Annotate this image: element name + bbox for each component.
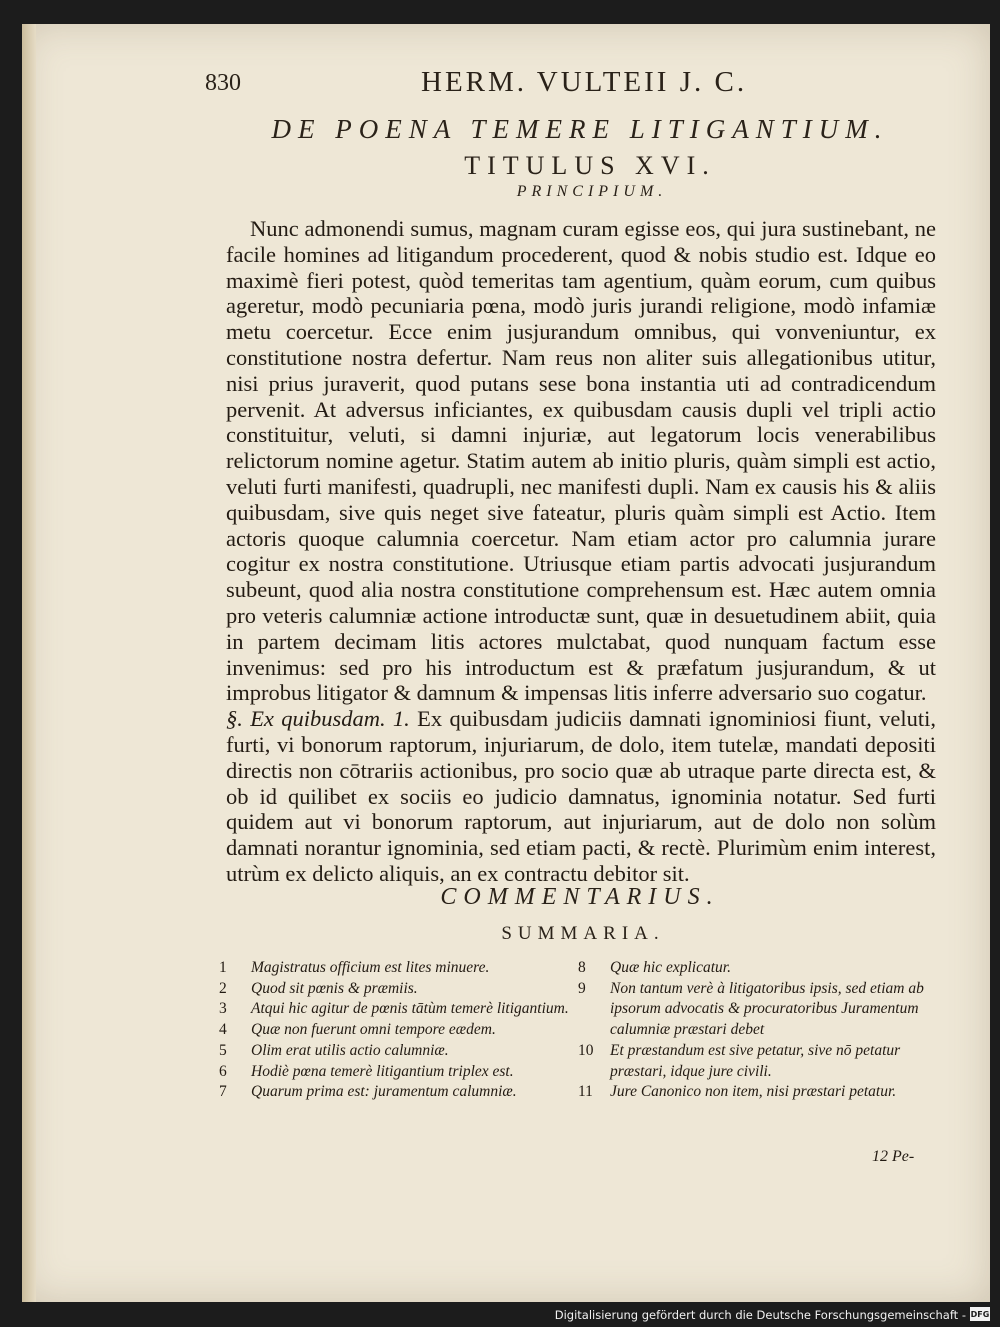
- summary-number: 10: [578, 1041, 594, 1059]
- paragraph-principium: Nunc admonendi sumus, magnam curam egisse eos, qui jura sustinebant, ne facile homines ad litigandum procederent, quod & nobis studio est. Idque eo maximè fieri potest, quòd temeritas tam agentium, quàm eorum, cum quibus ageretur, modò pecuniaria pœna, modò juris jurandi religione, modò infamiæ metu coercetur. Ecce enim jusjurandum omnibus, qui vonveniuntur, ex constitutione nostra defertur. Nam reus non aliter suis allegationibus utitur, nisi prius juraverit, quod putans sese bona instantia uti ad contradicendum pervenit. At adversus inficiantes, ex quibusdam causis dupli vel tripli actio constituitur, veluti, si damni injuriæ, aut legatorum locis venerabilibus relictorum nomine agetur. Statim autem ab initio pluris, quàm simpli est actio, veluti furti manifesti, quadrupli, nec manifesti dupli. Nam ex causis his & aliis quibusdam, sive quis neget sive fateatur, pluris quàm simpli est Actio. Item actoris quoque calumnia coercetur. Nam etiam actor pro calumnia jurare cogitur ex nostra constitutione. Utriusque etiam partis advocati jusjurandum subeunt, quod alia nostra constitutione comprehensum est. Hæc autem omnia pro veteris calumniæ actione introductæ sunt, quæ in desuetudinem abiit, quia in partem decimam litis actores mulctabat, quod nunquam factum esse invenimus: sed pro his introductum est & præfatum jusjurandum, & ut improbus litigator & damnum & impensas litis inferre adversario suo cogatur.: [226, 216, 936, 706]
- summary-number: 5: [219, 1041, 227, 1059]
- summary-text: Atqui hic agitur de pœnis tātùm temerè litigantium.: [251, 1000, 569, 1018]
- summary-item: [578, 1082, 938, 1103]
- summary-item: [219, 1020, 569, 1041]
- summary-item: [219, 1062, 569, 1083]
- summary-text: Non tantum verè à litigatoribus ipsis, sed etiam ab ipsorum advocatis & procuratoribus Juramentum calumniæ præstari debet: [610, 979, 924, 1039]
- summary-item: [578, 958, 938, 979]
- title-line-1: DE POENA TEMERE LITIGANTIUM.: [271, 114, 889, 144]
- summaria-left-column: [219, 958, 569, 1103]
- catchword: 12 Pe-: [872, 1148, 915, 1165]
- summary-item: [219, 958, 569, 979]
- paragraph-ex-quibusdam: [226, 706, 936, 887]
- body-text: [226, 216, 936, 887]
- summary-number: 8: [578, 959, 586, 976]
- summary-item: [219, 999, 569, 1020]
- title-block: [200, 114, 960, 201]
- summary-text: Jure Canonico non item, nisi præstari petatur.: [610, 1083, 897, 1101]
- summary-number: 3: [219, 1000, 227, 1018]
- summary-number: 1: [219, 959, 227, 976]
- summary-text: Olim erat utilis actio calumniæ.: [251, 1041, 449, 1059]
- summary-text: Quæ hic explicatur.: [610, 959, 731, 976]
- summary-number: 7: [219, 1083, 227, 1101]
- summary-text: Quæ non fuerunt omni tempore eædem.: [251, 1021, 496, 1039]
- summary-number: 11: [578, 1083, 593, 1101]
- summary-text: Hodiè pœna temerè litigantium triplex est.: [251, 1062, 514, 1080]
- summary-text: Quod sit pœnis & præmiis.: [251, 979, 418, 997]
- summaria-heading: SUMMARIA.: [501, 923, 665, 944]
- summary-item: [578, 979, 938, 1041]
- summary-number: 9: [578, 979, 586, 997]
- footer-credit: Digitalisierung gefördert durch die Deutsche Forschungsgemeinschaft -: [554, 1308, 966, 1322]
- summary-number: 6: [219, 1062, 227, 1080]
- summaria-right-column: [578, 958, 938, 1103]
- summary-item: [578, 1041, 938, 1082]
- summary-item: [219, 1082, 569, 1103]
- summary-text: Quarum prima est: juramentum calumniæ.: [251, 1083, 517, 1101]
- page-number: 830: [205, 70, 241, 96]
- paragraph-reference: §. Ex quibusdam. 1.: [226, 706, 410, 732]
- summary-text: Magistratus officium est lites minuere.: [251, 959, 490, 976]
- dfg-logo: DFG: [970, 1307, 990, 1321]
- commentary-title: COMMENTARIUS.: [440, 884, 720, 910]
- title-line-2: TITULUS XVI.: [464, 151, 716, 180]
- summary-number: 2: [219, 979, 227, 997]
- summary-text: Et præstandum est sive petatur, sive nō petatur præstari, idque jure civili.: [610, 1041, 901, 1080]
- summary-item: [219, 1041, 569, 1062]
- summary-number: 4: [219, 1021, 227, 1039]
- running-head: [205, 62, 765, 106]
- header-author: HERM. VULTEII J. C.: [421, 66, 748, 98]
- commentary-heading: [200, 884, 960, 945]
- paragraph-2-text: Ex quibusdam judiciis damnati ignominiosi fiunt, veluti, furti, vi bonorum raptorum, injuriarum, de dolo, item tutelæ, mandati depositi directis non cōtrariis actionibus, pro socio quæ ab utraque parte directa est, & ob id quilibet ex sociis eo judicio damnatus, ignominia notatur. Sed furti quidem aut vi bonorum raptorum, aut injuriarum, aut de dolo non solùm damnati norantur ignominia, sed etiam pacti, & rectè. Plurimùm enim interest, utrùm ex delicto aliquis, an ex contractu debitor sit.: [226, 706, 936, 886]
- title-line-3: PRINCIPIUM.: [516, 183, 668, 200]
- summary-item: [219, 979, 569, 1000]
